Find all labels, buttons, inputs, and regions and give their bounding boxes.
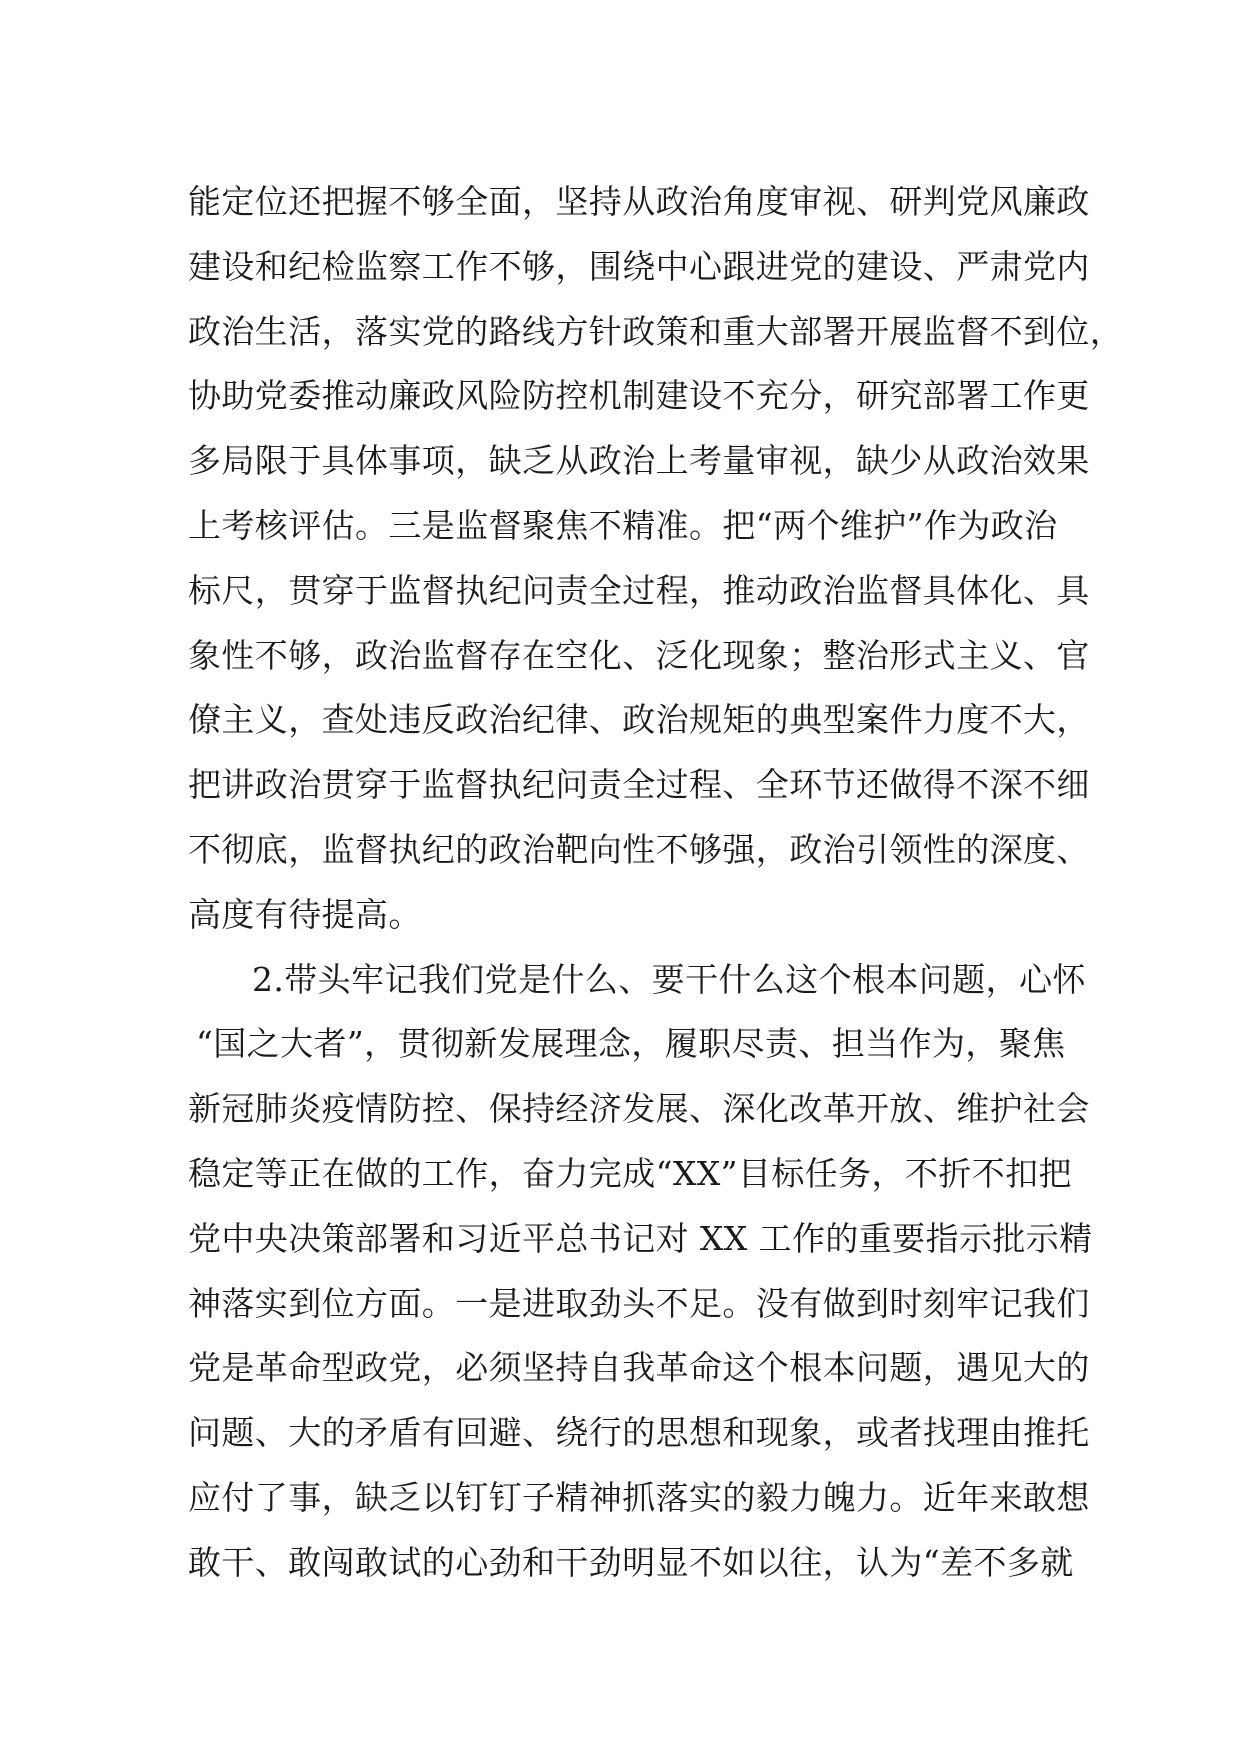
text-line: 把讲政治贯穿于监督执纪问责全过程、全环节还做得不深不细 — [188, 765, 1090, 805]
text-line: “国之大者”，贯彻新发展理念，履职尽责、担当作为，聚焦 — [196, 1024, 1066, 1064]
text-line: 神落实到位方面。一是进取劲头不足。没有做到时刻牢记我们 — [188, 1283, 1090, 1323]
text-line: 问题、大的矛盾有回避、绕行的思想和现象，或者找理由推托 — [188, 1413, 1090, 1453]
text-line: 高度有待提高。 — [188, 894, 422, 934]
text-line: 新冠肺炎疫情防控、保持经济发展、深化改革开放、维护社会 — [188, 1089, 1090, 1129]
paragraph-start-line: 2.带头牢记我们党是什么、要干什么这个根本问题，心怀 — [252, 959, 1086, 999]
text-line: 多局限于具体事项，缺乏从政治上考量审视，缺少从政治效果 — [188, 441, 1090, 481]
text-line: 敢干、敢闯敢试的心劲和干劲明显不如以往，认为“差不多就 — [188, 1542, 1074, 1582]
text-line: 稳定等正在做的工作，奋力完成“XX”目标任务，不折不扣把 — [188, 1153, 1072, 1193]
text-line: 僚主义，查处违反政治纪律、政治规矩的典型案件力度不大， — [188, 700, 1090, 740]
text-line: 象性不够，政治监督存在空化、泛化现象；整治形式主义、官 — [188, 635, 1090, 675]
text-line: 党中央决策部署和习近平总书记对 XX 工作的重要指示批示精 — [188, 1218, 1093, 1258]
text-line: 能定位还把握不够全面，坚持从政治角度审视、研判党风廉政 — [188, 182, 1090, 221]
text-line: 上考核评估。三是监督聚焦不精准。把“两个维护”作为政治 — [188, 505, 1058, 545]
text-line: 建设和纪检监察工作不够，围绕中心跟进党的建设、严肃党内 — [188, 246, 1090, 286]
text-line: 标尺，贯穿于监督执纪问责全过程，推动政治监督具体化、具 — [188, 570, 1090, 610]
document-body — [188, 170, 1124, 1596]
text-line: 不彻底，监督执纪的政治靶向性不够强，政治引领性的深度、 — [188, 829, 1090, 869]
text-line: 政治生活，落实党的路线方针政策和重大部署开展监督不到位， — [188, 311, 1124, 351]
text-line: 应付了事，缺乏以钉钉子精神抓落实的毅力魄力。近年来敢想 — [188, 1477, 1090, 1517]
text-line: 协助党委推动廉政风险防控机制建设不充分，研究部署工作更 — [188, 376, 1090, 416]
text-line: 党是革命型政党，必须坚持自我革命这个根本问题，遇见大的 — [188, 1348, 1090, 1388]
